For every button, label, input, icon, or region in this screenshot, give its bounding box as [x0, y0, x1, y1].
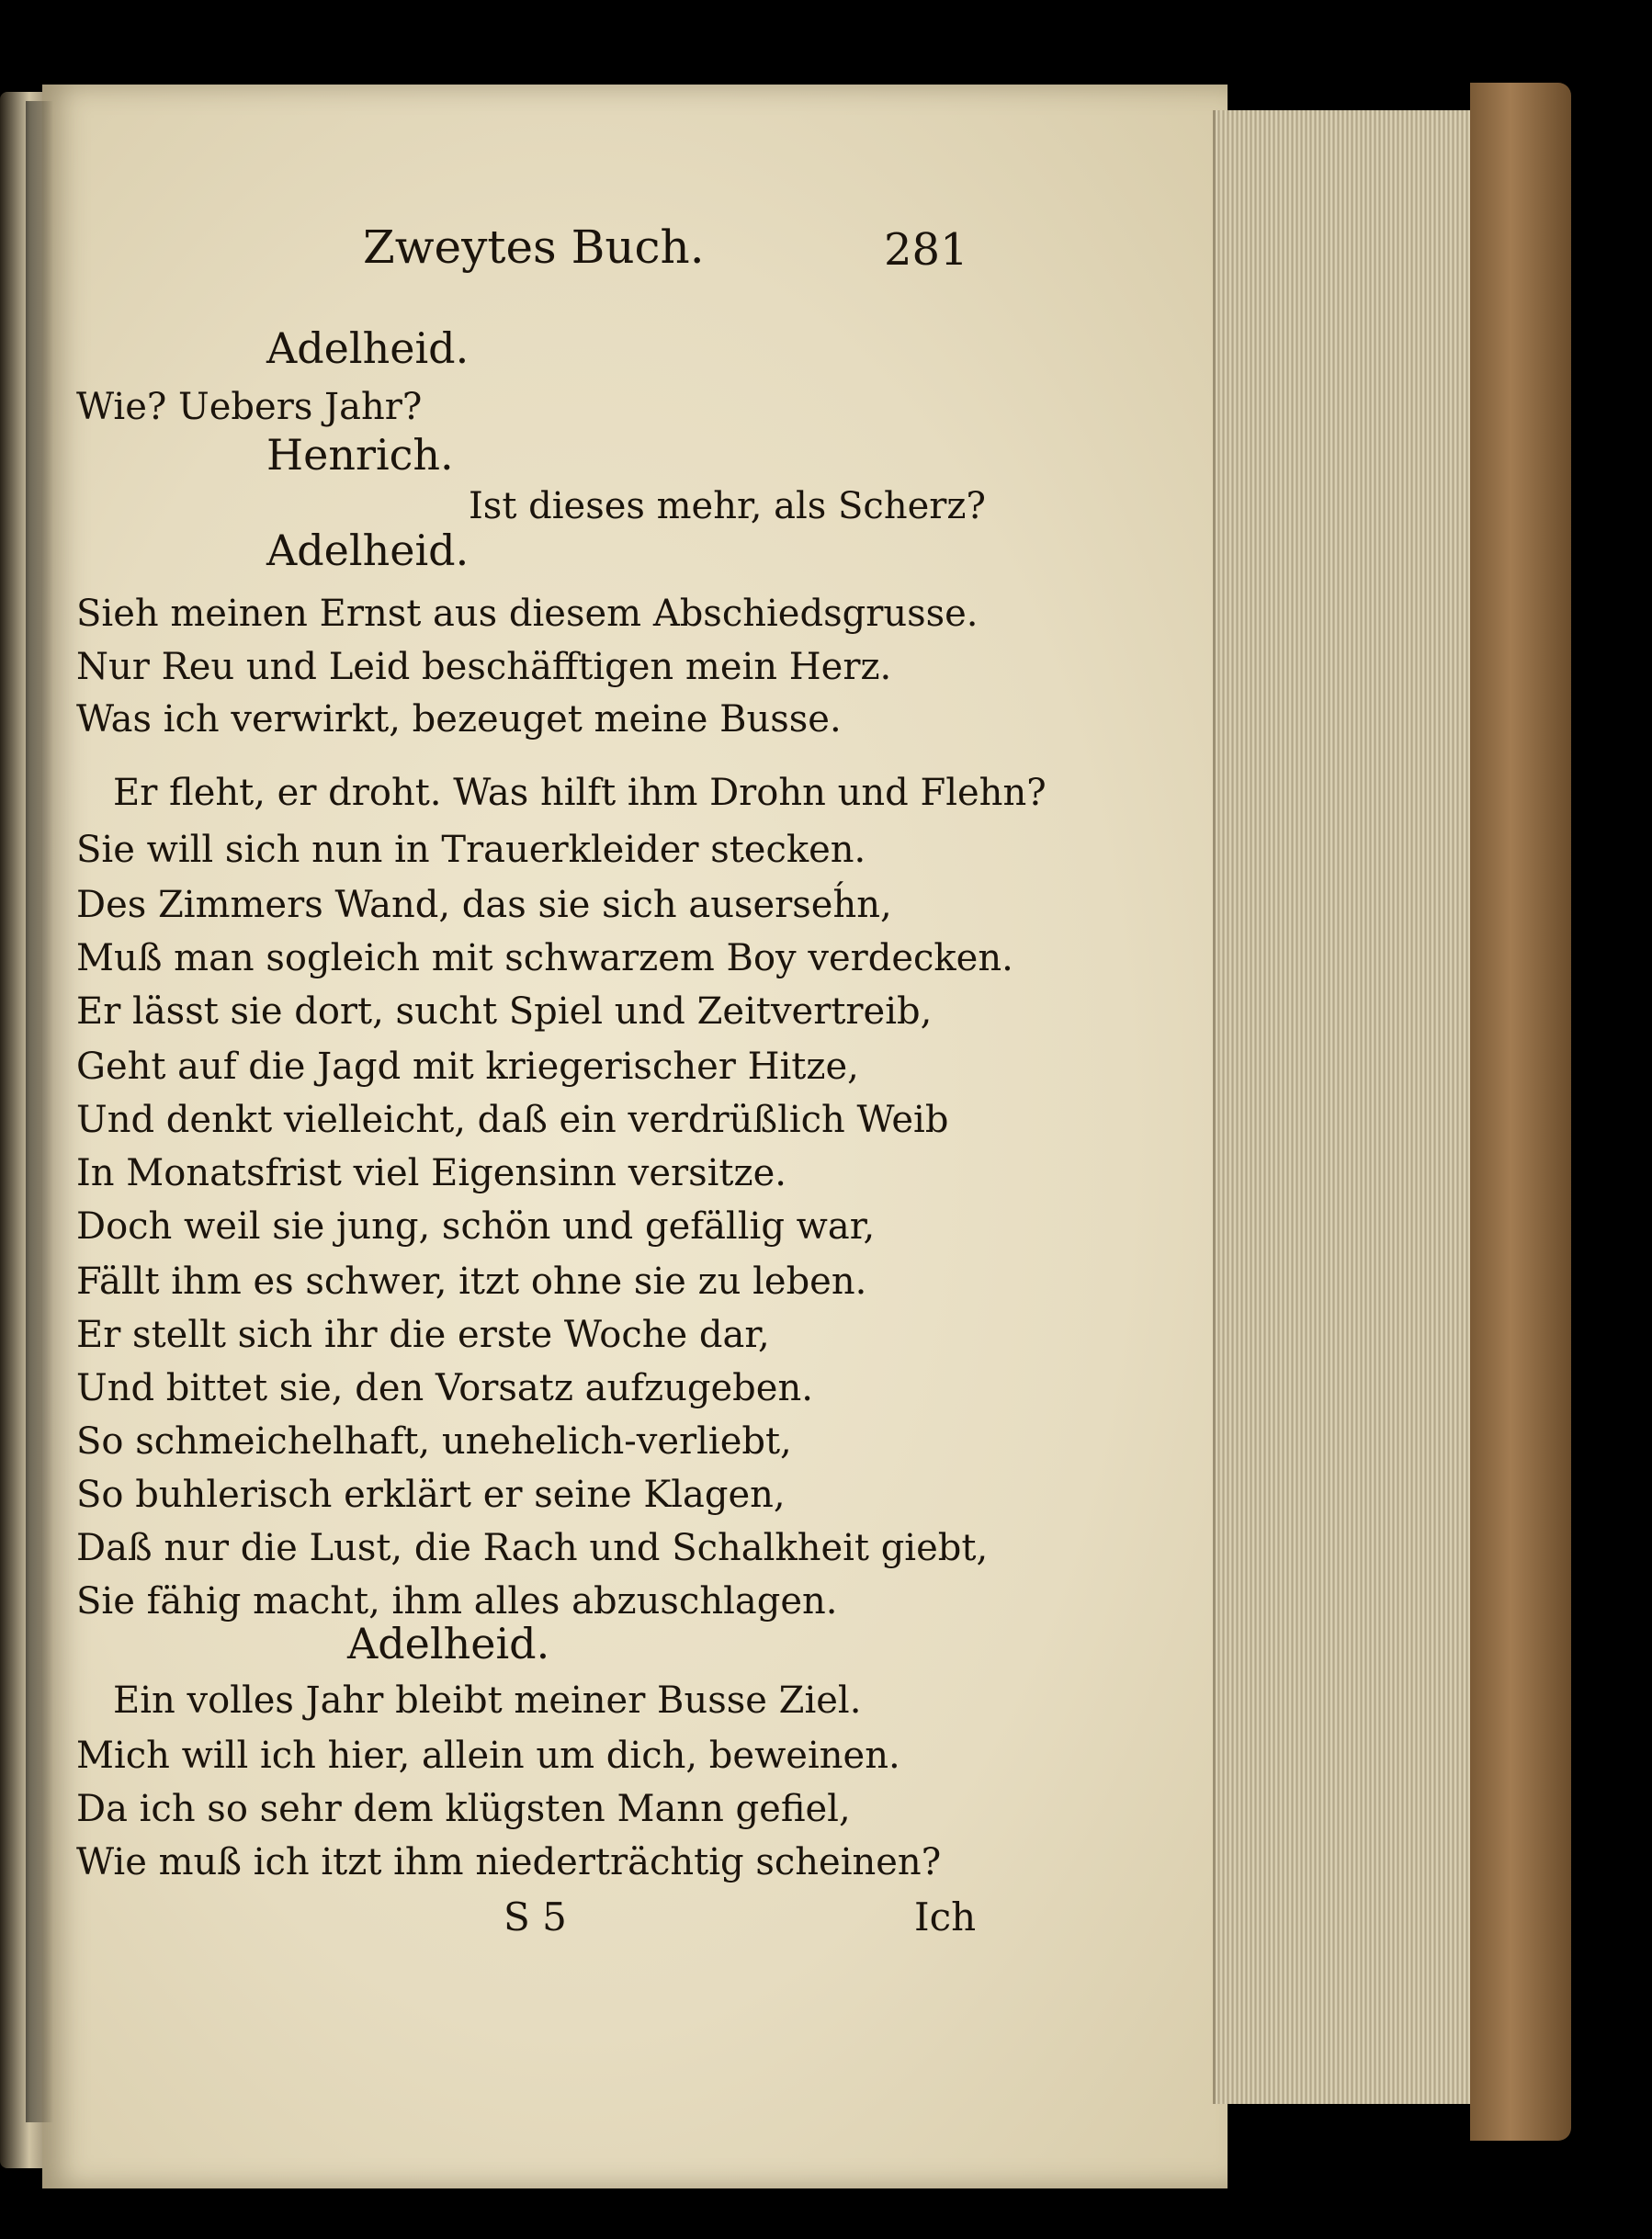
speaker-line: Adelheid.	[347, 1619, 550, 1668]
speaker-line: Adelheid.	[266, 323, 470, 373]
speaker-line: Adelheid.	[266, 526, 470, 575]
verse-line: Und denkt vielleicht, daß ein verdrüßlich Weib	[76, 1099, 949, 1141]
book-cover-edge	[1470, 83, 1571, 2141]
verse-line: So buhlerisch erklärt er seine Klagen,	[76, 1474, 786, 1516]
signature-mark: S 5	[504, 1894, 567, 1939]
verse-line: Er stellt sich ihr die erste Woche dar,	[76, 1314, 770, 1356]
book-gutter	[26, 101, 53, 2122]
catchword: Ich	[914, 1894, 977, 1939]
page-number: 281	[884, 224, 968, 276]
verse-line: Doch weil sie jung, schön und gefällig war,	[76, 1205, 876, 1248]
verse-line: Da ich so sehr dem klügsten Mann gefiel,	[76, 1788, 851, 1830]
verse-line: Sie will sich nun in Trauerkleider stecken.	[76, 829, 866, 871]
verse-line: Mich will ich hier, allein um dich, beweinen.	[76, 1735, 900, 1777]
verse-line: Wie muß ich itzt ihm niederträchtig scheinen?	[76, 1841, 942, 1883]
verse-line: Was ich verwirkt, bezeuget meine Busse.	[76, 698, 842, 741]
verse-line: Er lässt sie dort, sucht Spiel und Zeitvertreib,	[76, 990, 933, 1033]
verse-line: In Monatsfrist viel Eigensinn versitze.	[76, 1152, 786, 1194]
verse-line: Fällt ihm es schwer, itzt ohne sie zu leben.	[76, 1261, 867, 1303]
verse-line: Ist dieses mehr, als Scherz?	[469, 485, 986, 527]
running-title: Zweytes Buch.	[363, 221, 705, 274]
verse-line: Er fleht, er droht. Was hilft ihm Drohn und Flehn?	[113, 772, 1047, 814]
page-stack-edges	[1213, 110, 1491, 2104]
verse-line: Sie fähig macht, ihm alles abzuschlagen.	[76, 1580, 838, 1623]
verse-line: Des Zimmers Wand, das sie sich auserseh́n,	[76, 884, 892, 926]
verse-line: Und bittet sie, den Vorsatz aufzugeben.	[76, 1367, 813, 1409]
verse-line: So schmeichelhaft, unehelich-verliebt,	[76, 1420, 792, 1463]
verse-line: Muß man sogleich mit schwarzem Boy verdecken.	[76, 937, 1013, 979]
verse-line: Geht auf die Jagd mit kriegerischer Hitze,	[76, 1046, 859, 1088]
verse-line: Ein volles Jahr bleibt meiner Busse Ziel.	[113, 1679, 862, 1722]
verse-line: Sieh meinen Ernst aus diesem Abschiedsgrusse.	[76, 593, 979, 635]
speaker-line: Henrich.	[266, 430, 454, 480]
verse-line: Wie? Uebers Jahr?	[76, 386, 423, 428]
verse-line: Nur Reu und Leid beschäfftigen mein Herz.	[76, 646, 892, 688]
verse-line: Daß nur die Lust, die Rach und Schalkheit giebt,	[76, 1527, 989, 1569]
